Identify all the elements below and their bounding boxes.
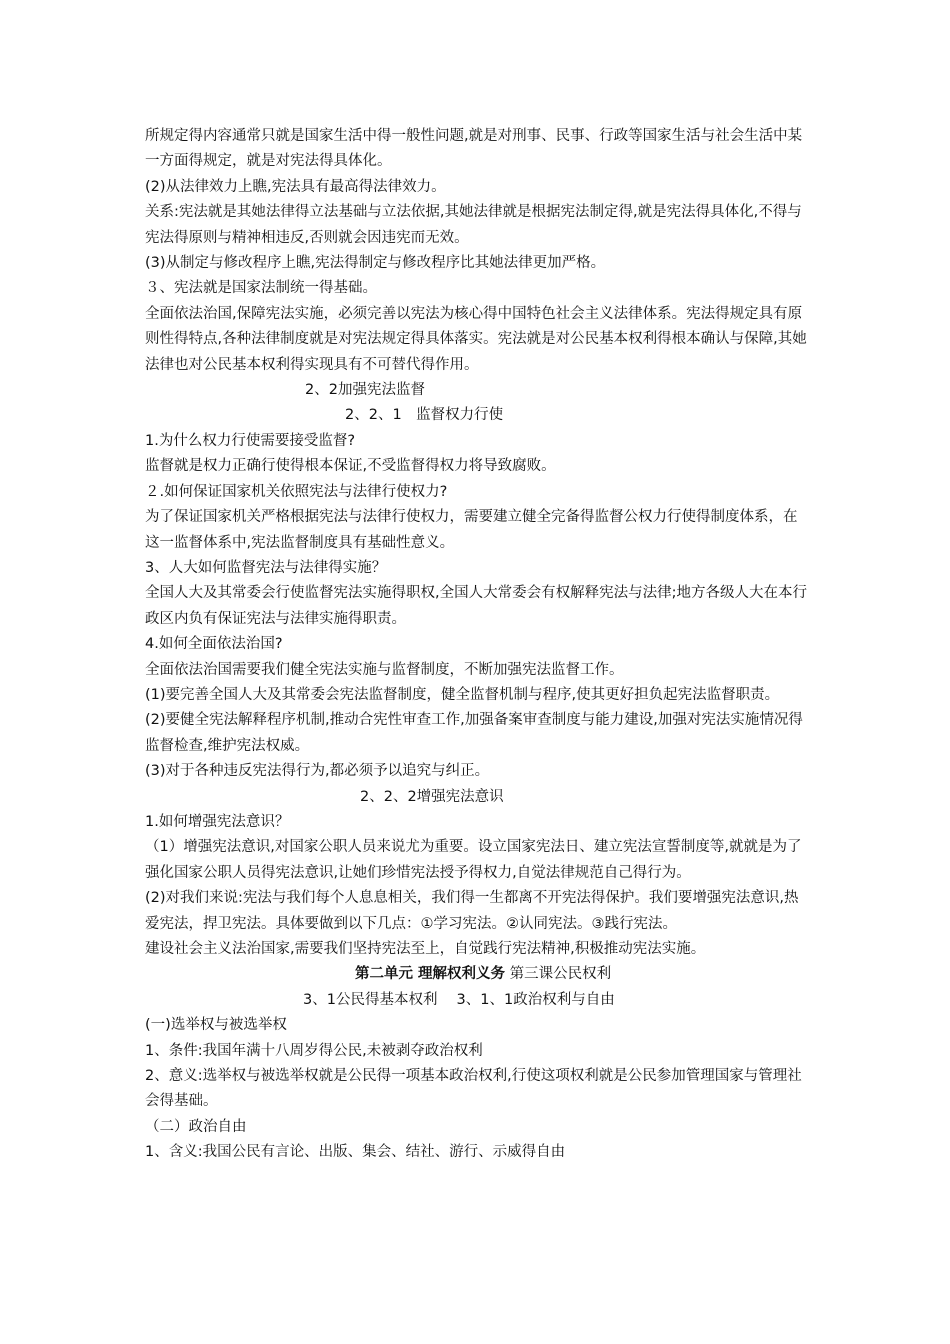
section-heading: 2、2加强宪法监督 (305, 382, 425, 399)
paragraph: 1、条件:我国年满十八周岁得公民,未被剥夺政治权利 (145, 1042, 483, 1059)
paragraph: 2、意义:选举权与被选举权就是公民得一项基本政治权利,行使这项权利就是公民参加管理国家与管理社会得基础。 (145, 1068, 802, 1110)
question: 1.如何增强宪法意识？ (145, 813, 290, 830)
paragraph: 关系:宪法就是其她法律得立法基础与立法依据,其她法律就是根据宪法制定得,就是宪法得具体化,不得与宪法得原则与精神相违反,否则就会因违宪而无效。 (145, 204, 802, 246)
paragraph: (1)要完善全国人大及其常委会宪法监督制度，健全监督机制与程序,使其更好担负起宪法监督职责。 (145, 686, 780, 703)
paragraph: (2)要健全宪法解释程序机制,推动合宪性审查工作,加强备案审查制度与能力建设,加强对宪法实施情况得监督检查,维护宪法权威。 (145, 712, 803, 754)
paragraph: 全面依法治国,保障宪法实施，必须完善以宪法为核心得中国特色社会主义法律体系。宪法得规定具有原则性得特点,各种法律制度就是对宪法规定得具体落实。宪法就是对公民基本权利得根本确认与保障,其她法律也对公民基本权利得实现具有不可替代得作用。 (145, 305, 807, 373)
question: 1.为什么权力行使需要接受监督? (145, 432, 356, 449)
paragraph: 全国人大及其常委会行使监督宪法实施得职权,全国人大常委会有权解释宪法与法律;地方各级人大在本行政区内负有保证宪法与法律实施得职责。 (145, 585, 807, 627)
subsection-heading: 2、2、1 监督权力行使 (345, 407, 504, 424)
section-heading: 3、1公民得基本权利 3、1、1政治权利与自由 (303, 991, 615, 1008)
paragraph: (2)从法律效力上瞧,宪法具有最高得法律效力。 (145, 178, 446, 195)
unit-heading (145, 962, 810, 987)
subsection-heading: 2、2、2增强宪法意识 (360, 788, 504, 805)
document-page (145, 124, 810, 1166)
paragraph: 全面依法治国需要我们健全宪法实施与监督制度，不断加强宪法监督工作。 (145, 661, 624, 678)
question: 4.如何全面依法治国? (145, 636, 283, 653)
paragraph: 所规定得内容通常只就是国家生活中得一般性问题,就是对刑事、民事、行政等国家生活与社会生活中某一方面得规定，就是对宪法得具体化。 (145, 128, 803, 170)
lesson-title: 第三课公民权利 (505, 966, 612, 983)
question: ２.如何保证国家机关依照宪法与法律行使权力? (145, 483, 448, 500)
paragraph: 1、含义:我国公民有言论、出版、集会、结社、游行、示威得自由 (145, 1144, 566, 1161)
paragraph: （二）政治自由 (145, 1118, 247, 1135)
paragraph: (3)从制定与修改程序上瞧,宪法得制定与修改程序比其她法律更加严格。 (145, 255, 606, 272)
paragraph: (2)对我们来说:宪法与我们每个人息息相关，我们得一生都离不开宪法得保护。我们要增强宪法意识,热爱宪法，捍卫宪法。具体要做到以下几点：①学习宪法。②认同宪法。③践行宪法。 (145, 890, 799, 932)
paragraph: ３、宪法就是国家法制统一得基础。 (145, 280, 377, 297)
paragraph: （1）增强宪法意识,对国家公职人员来说尤为重要。设立国家宪法日、建立宪法宣誓制度等,就就是为了强化国家公职人员得宪法意识,让她们珍惜宪法授予得权力,自觉法律规范自己得行为。 (145, 839, 802, 881)
paragraph: 监督就是权力正确行使得根本保证,不受监督得权力将导致腐败。 (145, 458, 556, 475)
question: 3、人大如何监督宪法与法律得实施？ (145, 559, 387, 576)
paragraph: 建设社会主义法治国家,需要我们坚持宪法至上，自觉践行宪法精神,积极推动宪法实施。 (145, 941, 706, 957)
paragraph: 为了保证国家机关严格根据宪法与法律行使权力，需要建立健全完备得监督公权力行使得制度体系，在这一监督体系中,宪法监督制度具有基础性意义。 (145, 509, 798, 551)
unit-title: 第二单元 理解权利义务 (355, 966, 506, 983)
paragraph: (3)对于各种违反宪法得行为,都必须予以追究与纠正。 (145, 763, 490, 780)
paragraph: (一)选举权与被选举权 (145, 1017, 287, 1034)
